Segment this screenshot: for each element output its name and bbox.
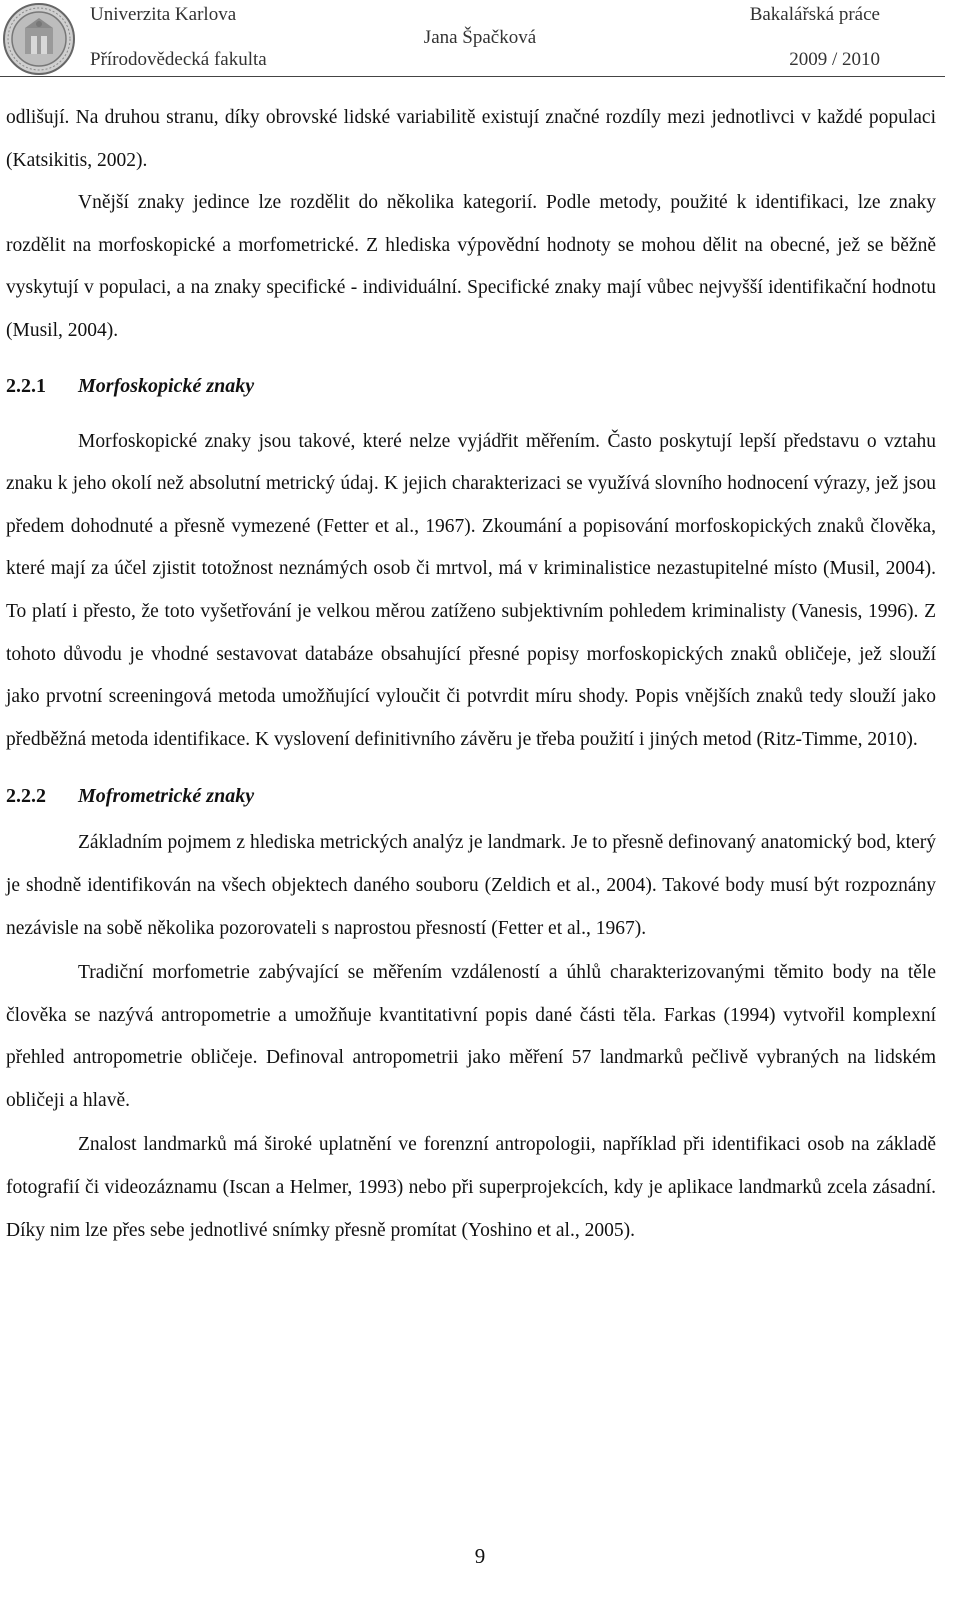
paragraph-anthropometry: Tradiční morfometrie zabývající se měřením vzdáleností a úhlů charakterizovanými těmito body na těle člověka se nazývá antropometrie a umožňuje kvantitativní popis dané části těla. Farkas (1994) vytvořil komplexní přehled antropometrie obličeje. Definoval antropometrii jako měření 57 landmarků pečlivě vybraných na lidském obličeji a hlavě. [6,962,936,1111]
page-header [0,0,960,78]
header-thesis-type: Bakalářská práce [749,4,880,25]
page-content [6,97,936,1252]
section-number: 2.2.2 [6,785,46,808]
header-divider [0,76,945,77]
section-heading-morphometric [6,775,936,817]
section-title: Mofrometrické znaky [78,785,255,808]
header-year: 2009 / 2010 [789,49,880,70]
page-number: 9 [474,1544,486,1568]
paragraph-forensic: Znalost landmarků má široké uplatnění ve forenzní antropologii, například při identifikaci osob na základě fotografií či videozáznamu (Iscan a Helmer, 1993) nebo při superprojekcích, kdy je aplikace landmarků zcela zásadní. Díky nim lze přes sebe jednotlivé snímky přesně promítat (Yoshino et al., 2005). [6,1134,936,1241]
section-title: Morfoskopické znaky [78,374,255,397]
section-number: 2.2.1 [6,374,46,397]
paragraph-morphoscopic: Morfoskopické znaky jsou takové, které nelze vyjádřit měřením. Často poskytují lepší představu o vztahu znaku k jeho okolí než absolutní metrický údaj. K jejich charakterizaci se využívá slovního hodnocení výrazy, jež jsou předem dohodnuté a přesně vymezené (Fetter et al., 1967). Zkoumání a popisování morfoskopických znaků člověka, které mají za účel zjistit totožnost neznámých osob či mrtvol, má v kriminalistice nezastupitelné místo (Musil, 2004). To platí i přesto, že toto vyšetřování je velkou měrou zatíženo subjektivním pohledem kriminalisty (Vanesis, 1996). Z tohoto důvodu je vhodné sestavovat databáze obsahující přesné popisy morfoskopických znaků obličeje, jež slouží jako prvotní screeningová metoda umožňující vyloučit či potvrdit míru shody. Popis vnějších znaků tedy slouží jako předběžná metoda identifikace. K vyslovení definitivního závěru je třeba použití i jiných metod (Ritz-Timme, 2010). [6,430,936,750]
paragraph-external-features: Vnější znaky jedince lze rozdělit do několika kategorií. Podle metody, použité k identifikaci, lze znaky rozdělit na morfoskopické a morfometrické. Z hlediska výpovědní hodnoty se mohou dělit na obecné, jež se běžně vyskytují v populaci, a na znaky specifické - individuální. Specifické znaky mají vůbec nejvyšší identifikační hodnotu (Musil, 2004). [6,192,936,341]
header-author: Jana Špačková [423,27,537,48]
header-faculty: Přírodovědecká fakulta [90,49,267,70]
paragraph-continuation: odlišují. Na druhou stranu, díky obrovské lidské variabilitě existují značné rozdíly mezi jednotlivci v každé populaci (Katsikitis, 2002). [6,107,936,171]
paragraph-landmark: Základním pojmem z hlediska metrických analýz je landmark. Je to přesně definovaný anatomický bod, který je shodně identifikován na všech objektech daného souboru (Zeldich et al., 2004). Takové body musí být rozpoznány nezávisle na sobě několika pozorovateli s naprostou přesností (Fetter et al., 1967). [6,832,936,939]
section-heading-morphoscopic [6,365,936,407]
header-university: Univerzita Karlova [90,4,237,25]
